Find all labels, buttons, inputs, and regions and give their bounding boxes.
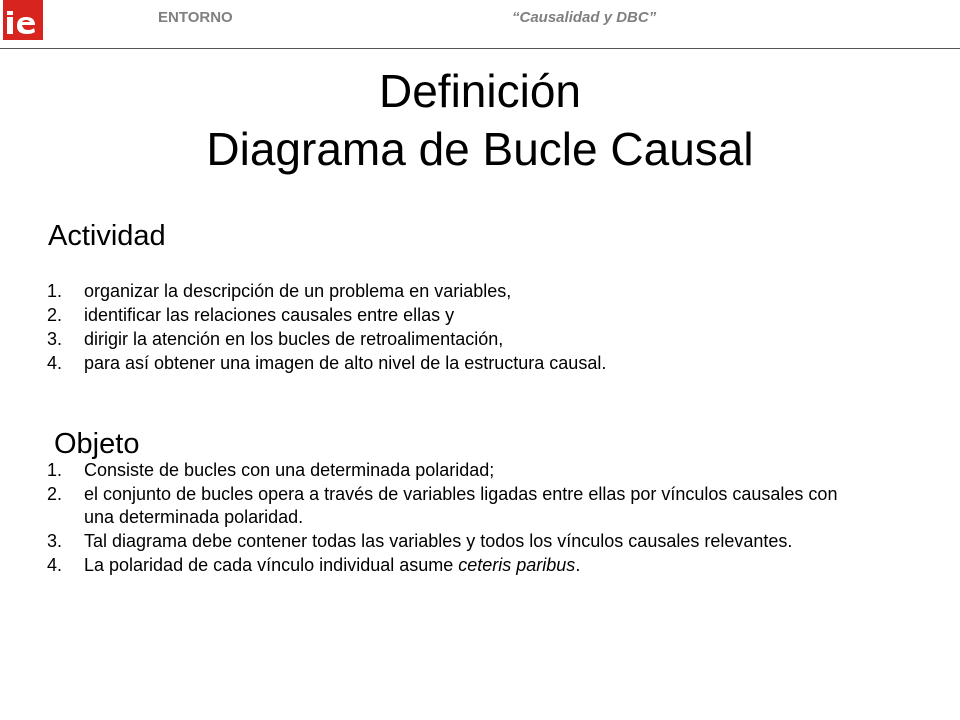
list-item-number: 2. <box>47 484 63 504</box>
list-item-number: 3. <box>47 329 63 349</box>
list-item-text: Consiste de bucles con una determinada polaridad; <box>84 460 495 480</box>
list-item-number: 4. <box>47 353 63 373</box>
slide-title-line2: Diagrama de Bucle Causal <box>206 123 754 175</box>
list-item-text: Tal diagrama debe contener todas las variables y todos los vínculos causales relevantes. <box>84 531 793 551</box>
list-item-number: 1. <box>47 460 63 480</box>
list-item <box>47 328 867 351</box>
list-item-text: dirigir la atención en los bucles de retroalimentación, <box>84 329 504 349</box>
list-item <box>47 459 867 482</box>
objeto-list <box>47 459 867 578</box>
actividad-list <box>47 280 867 376</box>
list-item-text-emphasis: ceteris paribus <box>458 555 576 575</box>
list-item-text: organizar la descripción de un problema en variables, <box>84 281 512 301</box>
objeto-heading: Objeto <box>54 428 140 460</box>
list-item <box>47 280 867 303</box>
slide-title <box>0 62 960 178</box>
ie-logo <box>3 0 43 40</box>
list-item-text-before: La polaridad de cada vínculo individual asume <box>84 555 459 575</box>
list-item-text: el conjunto de bucles opera a través de variables ligadas entre ellas por vínculos causales con una determinada polaridad. <box>84 484 838 527</box>
list-item-number: 1. <box>47 281 63 301</box>
list-item <box>47 483 867 529</box>
list-item-number: 3. <box>47 531 63 551</box>
header-topic-label: “Causalidad y DBC” <box>512 9 657 26</box>
actividad-heading: Actividad <box>48 220 166 252</box>
header-section-label: ENTORNO <box>158 9 233 26</box>
header-divider <box>0 48 960 49</box>
list-item <box>47 304 867 327</box>
list-item-text-after: . <box>575 555 581 575</box>
slide-title-line1: Definición <box>379 65 581 117</box>
ie-logo-mark <box>3 0 43 40</box>
list-item-text: para así obtener una imagen de alto nivel de la estructura causal. <box>84 353 607 373</box>
list-item <box>47 352 867 375</box>
list-item-text: identificar las relaciones causales entre ellas y <box>84 305 455 325</box>
list-item <box>47 530 867 553</box>
list-item-number: 4. <box>47 555 63 575</box>
list-item <box>47 554 867 577</box>
list-item-number: 2. <box>47 305 63 325</box>
